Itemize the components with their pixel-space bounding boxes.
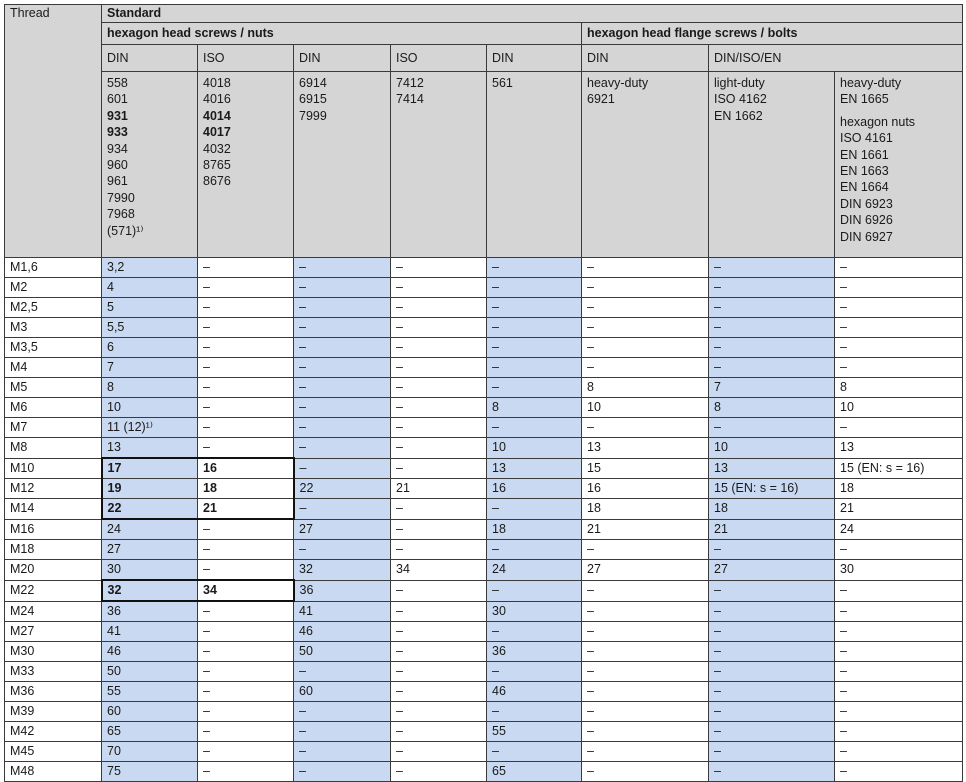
value-cell: –: [582, 722, 709, 742]
value-cell: 5: [102, 298, 198, 318]
value-cell: 18: [487, 519, 582, 540]
value-cell: –: [294, 418, 391, 438]
value-cell: 24: [487, 560, 582, 581]
value-cell: 24: [835, 519, 963, 540]
value-cell: 13: [487, 458, 582, 479]
value-cell: –: [835, 601, 963, 622]
value-cell: –: [709, 762, 835, 782]
value-cell: 10: [582, 398, 709, 418]
col-iso-2: ISO: [391, 45, 487, 72]
value-cell: –: [582, 580, 709, 601]
value-cell: –: [198, 378, 294, 398]
table-row: [5, 742, 963, 762]
value-cell: –: [294, 762, 391, 782]
value-cell: –: [487, 499, 582, 520]
table-row: [5, 438, 963, 459]
value-cell: –: [582, 601, 709, 622]
thread-cell: M24: [5, 601, 102, 622]
value-cell: –: [294, 742, 391, 762]
value-cell: 22: [102, 499, 198, 520]
value-cell: 55: [102, 682, 198, 702]
value-cell: 13: [102, 438, 198, 459]
table-row: [5, 258, 963, 278]
value-cell: 55: [487, 722, 582, 742]
thread-cell: M7: [5, 418, 102, 438]
table-row: [5, 580, 963, 601]
value-cell: –: [487, 540, 582, 560]
value-cell: 34: [198, 580, 294, 601]
thread-cell: M3: [5, 318, 102, 338]
table-row: [5, 722, 963, 742]
value-cell: 21: [391, 479, 487, 499]
value-cell: 27: [102, 540, 198, 560]
value-cell: –: [391, 642, 487, 662]
value-cell: 10: [709, 438, 835, 459]
value-cell: –: [198, 278, 294, 298]
value-cell: –: [582, 258, 709, 278]
thread-cell: M48: [5, 762, 102, 782]
table-row: [5, 519, 963, 540]
table-row: [5, 642, 963, 662]
value-cell: –: [582, 358, 709, 378]
table-row: [5, 762, 963, 782]
thread-cell: M1,6: [5, 258, 102, 278]
value-cell: –: [487, 378, 582, 398]
value-cell: 21: [709, 519, 835, 540]
thread-cell: M8: [5, 438, 102, 459]
value-cell: –: [709, 662, 835, 682]
col-din-4: DIN: [582, 45, 709, 72]
value-cell: 8: [487, 398, 582, 418]
thread-cell: M12: [5, 479, 102, 499]
value-cell: –: [391, 378, 487, 398]
value-cell: 21: [198, 499, 294, 520]
value-cell: –: [198, 398, 294, 418]
standards-din-2: 6914 6915 7999: [294, 72, 391, 258]
standards-din-1: 558 601 931 933 934 960 961 7990 7968 (571)¹⁾: [102, 72, 198, 258]
value-cell: –: [391, 418, 487, 438]
table-row: [5, 418, 963, 438]
value-cell: 16: [198, 458, 294, 479]
table-row: [5, 278, 963, 298]
value-cell: 3,2: [102, 258, 198, 278]
thread-cell: M14: [5, 499, 102, 520]
col-din-iso-en: DIN/ISO/EN: [709, 45, 963, 72]
value-cell: –: [835, 702, 963, 722]
value-cell: –: [198, 540, 294, 560]
value-cell: 17: [102, 458, 198, 479]
value-cell: –: [294, 278, 391, 298]
value-cell: –: [198, 642, 294, 662]
value-cell: 27: [294, 519, 391, 540]
value-cell: –: [198, 358, 294, 378]
value-cell: –: [709, 682, 835, 702]
value-cell: 36: [102, 601, 198, 622]
table-row: [5, 499, 963, 520]
value-cell: –: [487, 298, 582, 318]
value-cell: 18: [198, 479, 294, 499]
thread-cell: M6: [5, 398, 102, 418]
value-cell: –: [294, 438, 391, 459]
value-cell: –: [198, 722, 294, 742]
value-cell: 16: [487, 479, 582, 499]
value-cell: 34: [391, 560, 487, 581]
value-cell: –: [835, 662, 963, 682]
table-row: [5, 702, 963, 722]
value-cell: –: [487, 358, 582, 378]
value-cell: –: [835, 338, 963, 358]
standards-iso-1: 4018 4016 4014 4017 4032 8765 8676: [198, 72, 294, 258]
value-cell: 11 (12)¹⁾: [102, 418, 198, 438]
value-cell: –: [835, 580, 963, 601]
group-flange-header: hexagon head flange screws / bolts: [582, 23, 963, 45]
value-cell: –: [198, 742, 294, 762]
value-cell: –: [391, 742, 487, 762]
value-cell: 46: [487, 682, 582, 702]
value-cell: 60: [102, 702, 198, 722]
value-cell: 24: [102, 519, 198, 540]
value-cell: –: [582, 318, 709, 338]
value-cell: –: [582, 622, 709, 642]
value-cell: –: [391, 458, 487, 479]
value-cell: 10: [102, 398, 198, 418]
standards-din-3: 561: [487, 72, 582, 258]
value-cell: 8: [582, 378, 709, 398]
value-cell: –: [391, 682, 487, 702]
standards-din-4: heavy-duty 6921: [582, 72, 709, 258]
value-cell: 18: [709, 499, 835, 520]
value-cell: 41: [102, 622, 198, 642]
col-din-1: DIN: [102, 45, 198, 72]
value-cell: 16: [582, 479, 709, 499]
thread-cell: M2,5: [5, 298, 102, 318]
value-cell: 65: [487, 762, 582, 782]
value-cell: –: [198, 601, 294, 622]
value-cell: –: [294, 540, 391, 560]
value-cell: –: [198, 318, 294, 338]
value-cell: 50: [102, 662, 198, 682]
value-cell: –: [198, 519, 294, 540]
value-cell: –: [391, 762, 487, 782]
value-cell: 5,5: [102, 318, 198, 338]
col-din-2: DIN: [294, 45, 391, 72]
standards-light-duty: light-duty ISO 4162 EN 1662: [709, 72, 835, 258]
value-cell: –: [294, 318, 391, 338]
screw-size-table: [4, 4, 963, 782]
value-cell: –: [294, 662, 391, 682]
value-cell: 50: [294, 642, 391, 662]
value-cell: –: [709, 298, 835, 318]
table-row: [5, 662, 963, 682]
value-cell: –: [391, 358, 487, 378]
standards-iso-2: 7412 7414: [391, 72, 487, 258]
table-row: [5, 479, 963, 499]
thread-cell: M2: [5, 278, 102, 298]
value-cell: 7: [102, 358, 198, 378]
standard-header: Standard: [102, 5, 963, 23]
value-cell: 13: [582, 438, 709, 459]
value-cell: –: [582, 418, 709, 438]
value-cell: –: [391, 298, 487, 318]
value-cell: –: [198, 762, 294, 782]
value-cell: 41: [294, 601, 391, 622]
thread-cell: M20: [5, 560, 102, 581]
thread-cell: M39: [5, 702, 102, 722]
value-cell: 30: [102, 560, 198, 581]
table-row: [5, 622, 963, 642]
value-cell: –: [487, 622, 582, 642]
value-cell: –: [709, 258, 835, 278]
thread-cell: M30: [5, 642, 102, 662]
value-cell: –: [294, 702, 391, 722]
value-cell: 27: [582, 560, 709, 581]
thread-cell: M33: [5, 662, 102, 682]
value-cell: –: [294, 258, 391, 278]
value-cell: –: [391, 702, 487, 722]
value-cell: –: [391, 258, 487, 278]
value-cell: 22: [294, 479, 391, 499]
value-cell: –: [198, 438, 294, 459]
value-cell: –: [487, 418, 582, 438]
value-cell: –: [487, 278, 582, 298]
value-cell: –: [294, 338, 391, 358]
value-cell: –: [294, 398, 391, 418]
value-cell: –: [709, 622, 835, 642]
value-cell: 18: [582, 499, 709, 520]
table-row: [5, 318, 963, 338]
thread-cell: M18: [5, 540, 102, 560]
thread-cell: M4: [5, 358, 102, 378]
value-cell: –: [198, 338, 294, 358]
value-cell: –: [835, 358, 963, 378]
value-cell: 30: [835, 560, 963, 581]
value-cell: –: [835, 682, 963, 702]
value-cell: –: [835, 418, 963, 438]
value-cell: –: [709, 318, 835, 338]
value-cell: 30: [487, 601, 582, 622]
value-cell: 46: [294, 622, 391, 642]
value-cell: –: [487, 318, 582, 338]
value-cell: 21: [582, 519, 709, 540]
value-cell: –: [835, 622, 963, 642]
thread-cell: M10: [5, 458, 102, 479]
value-cell: 36: [294, 580, 391, 601]
value-cell: 18: [835, 479, 963, 499]
value-cell: –: [709, 278, 835, 298]
value-cell: –: [391, 499, 487, 520]
thread-cell: M3,5: [5, 338, 102, 358]
value-cell: –: [294, 378, 391, 398]
value-cell: –: [835, 540, 963, 560]
value-cell: –: [709, 702, 835, 722]
thread-cell: M42: [5, 722, 102, 742]
thread-cell: M5: [5, 378, 102, 398]
value-cell: –: [582, 338, 709, 358]
thread-cell: M22: [5, 580, 102, 601]
value-cell: 15 (EN: s = 16): [835, 458, 963, 479]
value-cell: –: [582, 762, 709, 782]
value-cell: –: [487, 580, 582, 601]
value-cell: –: [198, 560, 294, 581]
thread-cell: M27: [5, 622, 102, 642]
table-row: [5, 358, 963, 378]
value-cell: –: [198, 662, 294, 682]
value-cell: 15: [582, 458, 709, 479]
group-hexagon-header: hexagon head screws / nuts: [102, 23, 582, 45]
value-cell: 21: [835, 499, 963, 520]
value-cell: –: [835, 742, 963, 762]
value-cell: –: [294, 499, 391, 520]
table-row: [5, 540, 963, 560]
table-row: [5, 601, 963, 622]
value-cell: –: [294, 722, 391, 742]
value-cell: –: [391, 398, 487, 418]
value-cell: –: [487, 338, 582, 358]
value-cell: –: [709, 580, 835, 601]
value-cell: –: [582, 642, 709, 662]
value-cell: –: [198, 418, 294, 438]
value-cell: 10: [487, 438, 582, 459]
value-cell: –: [294, 298, 391, 318]
value-cell: 15 (EN: s = 16): [709, 479, 835, 499]
value-cell: 7: [709, 378, 835, 398]
value-cell: –: [582, 682, 709, 702]
standards-heavy-duty: heavy-duty EN 1665 hexagon nuts ISO 4161 EN 1661 EN 1663 EN 1664 DIN 6923 DIN 6926 DIN 6927: [835, 72, 963, 258]
value-cell: –: [487, 702, 582, 722]
value-cell: –: [709, 540, 835, 560]
value-cell: 46: [102, 642, 198, 662]
value-cell: –: [391, 519, 487, 540]
value-cell: –: [582, 540, 709, 560]
value-cell: –: [391, 622, 487, 642]
value-cell: 19: [102, 479, 198, 499]
thread-cell: M16: [5, 519, 102, 540]
value-cell: 8: [835, 378, 963, 398]
value-cell: 8: [102, 378, 198, 398]
value-cell: 70: [102, 742, 198, 762]
thread-cell: M36: [5, 682, 102, 702]
value-cell: –: [487, 662, 582, 682]
value-cell: 27: [709, 560, 835, 581]
table-row: [5, 682, 963, 702]
table-row: [5, 298, 963, 318]
col-iso-1: ISO: [198, 45, 294, 72]
table-row: [5, 338, 963, 358]
value-cell: –: [198, 622, 294, 642]
value-cell: –: [294, 358, 391, 378]
value-cell: –: [835, 722, 963, 742]
value-cell: –: [487, 742, 582, 762]
col-din-3: DIN: [487, 45, 582, 72]
value-cell: 32: [102, 580, 198, 601]
value-cell: –: [709, 338, 835, 358]
value-cell: –: [294, 458, 391, 479]
value-cell: –: [835, 762, 963, 782]
value-cell: –: [709, 722, 835, 742]
value-cell: –: [835, 278, 963, 298]
value-cell: –: [198, 298, 294, 318]
value-cell: 13: [709, 458, 835, 479]
value-cell: –: [582, 298, 709, 318]
table-row: [5, 458, 963, 479]
value-cell: –: [198, 682, 294, 702]
value-cell: –: [709, 642, 835, 662]
table-row: [5, 398, 963, 418]
table-row: [5, 378, 963, 398]
value-cell: –: [835, 298, 963, 318]
value-cell: –: [391, 338, 487, 358]
value-cell: –: [391, 662, 487, 682]
value-cell: 4: [102, 278, 198, 298]
value-cell: 60: [294, 682, 391, 702]
value-cell: –: [582, 278, 709, 298]
value-cell: 32: [294, 560, 391, 581]
value-cell: 65: [102, 722, 198, 742]
value-cell: 75: [102, 762, 198, 782]
value-cell: –: [835, 642, 963, 662]
value-cell: –: [391, 580, 487, 601]
value-cell: –: [198, 702, 294, 722]
value-cell: 13: [835, 438, 963, 459]
value-cell: –: [709, 601, 835, 622]
value-cell: 6: [102, 338, 198, 358]
value-cell: 36: [487, 642, 582, 662]
value-cell: –: [835, 258, 963, 278]
thread-header: Thread: [5, 5, 102, 258]
value-cell: –: [391, 540, 487, 560]
table-row: [5, 560, 963, 581]
value-cell: 8: [709, 398, 835, 418]
value-cell: –: [582, 662, 709, 682]
value-cell: –: [582, 742, 709, 762]
value-cell: –: [198, 258, 294, 278]
value-cell: –: [835, 318, 963, 338]
value-cell: 10: [835, 398, 963, 418]
value-cell: –: [391, 318, 487, 338]
value-cell: –: [391, 601, 487, 622]
value-cell: –: [391, 722, 487, 742]
value-cell: –: [709, 358, 835, 378]
thread-cell: M45: [5, 742, 102, 762]
value-cell: –: [391, 438, 487, 459]
value-cell: –: [709, 418, 835, 438]
value-cell: –: [582, 702, 709, 722]
value-cell: –: [487, 258, 582, 278]
value-cell: –: [709, 742, 835, 762]
value-cell: –: [391, 278, 487, 298]
